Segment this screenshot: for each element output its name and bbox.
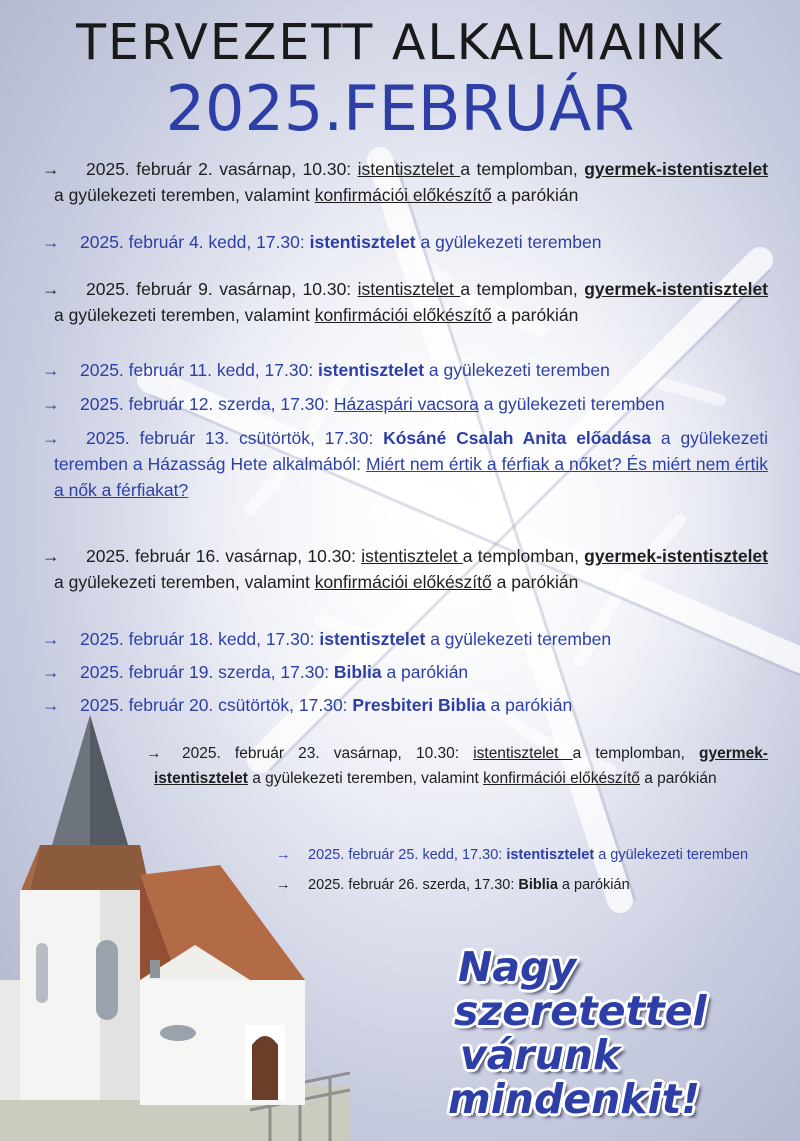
- arrow-right-icon: →: [276, 877, 291, 893]
- event-item: [42, 156, 769, 208]
- event-item: [42, 543, 768, 595]
- event-date: 2025. február 9. vasárnap, 10.30:: [86, 279, 358, 299]
- event-confirmation: konfirmációi előkészítő: [314, 572, 492, 592]
- event-date: 2025. február 18. kedd, 17.30:: [80, 629, 320, 649]
- event-item: [146, 741, 768, 791]
- event-text: a gyülekezeti teremben, valamint: [54, 572, 315, 592]
- event-service: istentisztelet: [357, 279, 461, 299]
- event-text: a parókián: [491, 185, 579, 205]
- event-service: istentisztelet: [357, 159, 461, 179]
- event-location: a gyülekezeti teremben a Házasság Hete alkalmából:: [54, 428, 768, 474]
- event-item: [42, 659, 768, 685]
- event-service: istentisztelet: [318, 360, 425, 380]
- event-date: 2025. február 13. csütörtök, 17.30:: [86, 428, 384, 448]
- event-item: [276, 843, 776, 867]
- event-date: 2025. február 23. vasárnap, 10.30:: [182, 745, 474, 762]
- event-text: a parókián: [491, 305, 579, 325]
- event-presbyter-bible: Presbiteri Biblia: [352, 695, 486, 715]
- event-item: [42, 692, 768, 718]
- slogan-line: szeretettel: [454, 987, 707, 1035]
- arrow-right-icon: →: [42, 546, 60, 566]
- event-location: a templomban,: [460, 159, 585, 179]
- event-bible: Biblia: [518, 877, 558, 893]
- event-item: [42, 276, 769, 328]
- event-service: istentisztelet: [506, 847, 595, 863]
- slogan-line: Nagy: [458, 943, 577, 991]
- arrow-right-icon: →: [42, 159, 60, 179]
- event-location: a gyülekezeti teremben: [478, 394, 665, 414]
- arrow-right-icon: →: [42, 695, 60, 715]
- arrow-right-icon: →: [276, 847, 291, 863]
- event-text: a parókián: [639, 770, 717, 787]
- event-lecture: Kósáné Csalah Anita előadása: [383, 428, 652, 448]
- event-item: [276, 873, 776, 897]
- event-text: a gyülekezeti teremben, valamint: [54, 185, 315, 205]
- event-date: 2025. február 12. szerda, 17.30:: [80, 394, 334, 414]
- arrow-right-icon: →: [42, 279, 60, 299]
- event-text: a parókián: [491, 572, 579, 592]
- event-confirmation: konfirmációi előkészítő: [483, 770, 640, 787]
- event-text: a gyülekezeti teremben, valamint: [247, 770, 484, 787]
- event-confirmation: konfirmációi előkészítő: [314, 305, 492, 325]
- arrow-right-icon: →: [42, 394, 60, 414]
- event-service: istentisztelet: [361, 546, 463, 566]
- event-lecture-title: Miért nem értik a férfiak a nőket? És miért nem értik a nők a férfiakat?: [54, 454, 768, 500]
- event-item: [42, 357, 768, 383]
- event-service: istentisztelet: [319, 629, 426, 649]
- event-confirmation: konfirmációi előkészítő: [314, 185, 492, 205]
- event-location: a gyülekezeti teremben: [424, 360, 610, 380]
- event-item: [42, 425, 768, 503]
- event-date: 2025. február 19. szerda, 17.30:: [80, 662, 334, 682]
- event-service: istentisztelet: [309, 232, 416, 252]
- event-dinner: Házaspári vacsora: [333, 394, 479, 414]
- event-item: [42, 229, 768, 255]
- event-location: a parókián: [557, 877, 630, 893]
- event-bible: Biblia: [333, 662, 382, 682]
- event-children-service: gyermek-istentisztelet: [584, 279, 769, 299]
- event-children-service: gyermek-istentisztelet: [154, 745, 768, 787]
- page-title: TERVEZETT ALKALMAINK: [76, 14, 724, 71]
- slogan-line: mindenkit!: [448, 1075, 700, 1123]
- event-service: istentisztelet: [473, 745, 573, 762]
- event-location: a templomban,: [462, 546, 585, 566]
- welcome-slogan: [448, 945, 738, 1121]
- page-subtitle: 2025.FEBRUÁR: [165, 72, 635, 145]
- event-item: [42, 626, 768, 652]
- event-date: 2025. február 25. kedd, 17.30:: [308, 847, 507, 863]
- event-item: [42, 391, 768, 417]
- event-children-service: gyermek-istentisztelet: [584, 546, 768, 566]
- event-date: 2025. február 16. vasárnap, 10.30:: [86, 546, 362, 566]
- arrow-right-icon: →: [42, 360, 60, 380]
- event-location: a templomban,: [460, 279, 585, 299]
- arrow-right-icon: →: [146, 745, 162, 762]
- arrow-right-icon: →: [42, 629, 60, 649]
- arrow-right-icon: →: [42, 232, 60, 252]
- event-location: a gyülekezeti teremben: [425, 629, 612, 649]
- event-date: 2025. február 4. kedd, 17.30:: [80, 232, 310, 252]
- event-children-service: gyermek-istentisztelet: [584, 159, 769, 179]
- event-date: 2025. február 2. vasárnap, 10.30:: [86, 159, 358, 179]
- event-date: 2025. február 26. szerda, 17.30:: [308, 877, 519, 893]
- event-location: a templomban,: [572, 745, 700, 762]
- event-date: 2025. február 20. csütörtök, 17.30:: [80, 695, 353, 715]
- event-location: a parókián: [485, 695, 573, 715]
- event-location: a gyülekezeti teremben: [594, 847, 749, 863]
- arrow-right-icon: →: [42, 662, 60, 682]
- event-location: a parókián: [381, 662, 469, 682]
- slogan-line: várunk: [460, 1031, 621, 1079]
- event-date: 2025. február 11. kedd, 17.30:: [80, 360, 319, 380]
- arrow-right-icon: →: [42, 428, 60, 448]
- event-text: a gyülekezeti teremben, valamint: [54, 305, 315, 325]
- event-location: a gyülekezeti teremben: [415, 232, 602, 252]
